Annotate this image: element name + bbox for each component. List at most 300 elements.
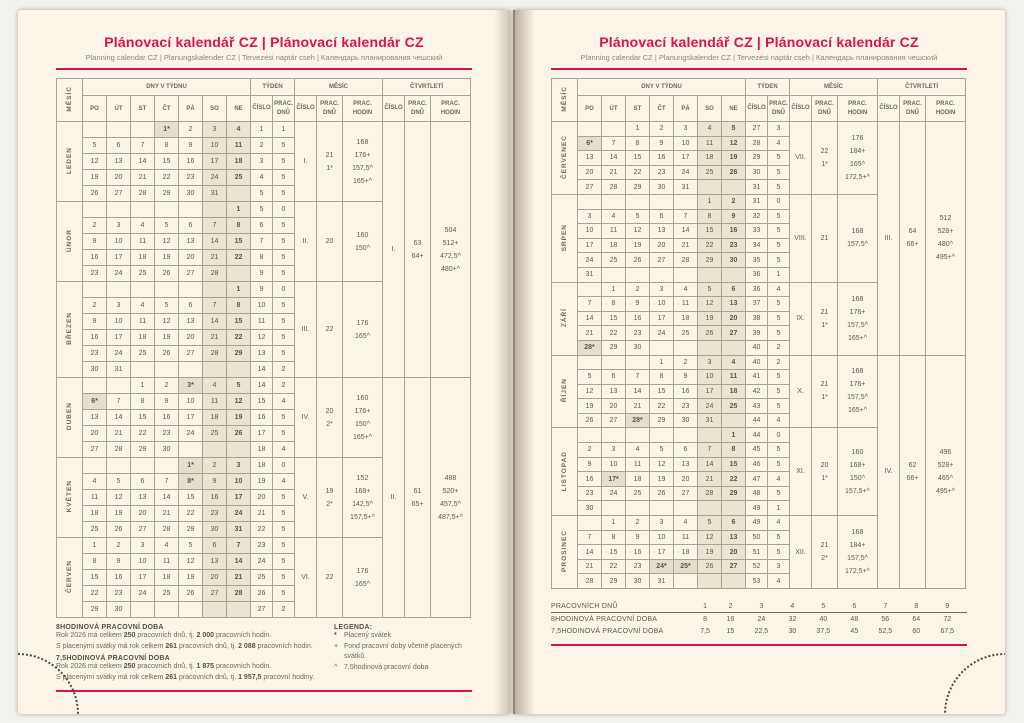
- week-workdays-cell: 5: [273, 170, 295, 186]
- day-cell: 31: [578, 267, 602, 282]
- day-cell: 5: [698, 516, 722, 531]
- day-cell: 29: [698, 253, 722, 268]
- value-line: 2*: [326, 420, 333, 428]
- day-cell: 16: [155, 410, 179, 426]
- reference-value: 16: [726, 615, 735, 623]
- subheader: [405, 96, 431, 122]
- value-line: 184+: [849, 147, 866, 155]
- day-cell: 4: [698, 122, 722, 137]
- day-cell: [698, 574, 722, 589]
- week-group-header: TÝDEN: [746, 79, 790, 96]
- week-number-cell: 50: [746, 530, 768, 545]
- week-number-cell: 5: [251, 202, 273, 218]
- week-workdays-cell: 3: [768, 559, 790, 574]
- value-line: 21: [325, 151, 334, 159]
- day-cell: 2: [626, 282, 650, 297]
- subheader-line: HODIN: [352, 109, 373, 116]
- day-cell: 12: [698, 297, 722, 312]
- day-cell: 13: [107, 154, 131, 170]
- value-line: 157,5^: [847, 241, 868, 249]
- week-number-cell: 30: [746, 165, 768, 180]
- day-cell: 28: [602, 180, 626, 195]
- day-cell: [83, 202, 107, 218]
- day-cell: 9: [650, 136, 674, 151]
- week-workdays-cell: 5: [273, 554, 295, 570]
- day-cell: [650, 428, 674, 443]
- day-cell: [674, 340, 698, 355]
- week-number-cell: 12: [251, 330, 273, 346]
- day-cell: [674, 574, 698, 589]
- footer-rule-left: [56, 690, 472, 692]
- day-cell: 6: [179, 298, 203, 314]
- value-line: 176: [356, 567, 369, 575]
- subheader: [746, 96, 768, 122]
- week-number-cell: 4: [251, 170, 273, 186]
- day-cell: 6: [107, 138, 131, 154]
- day-cell: 30: [650, 180, 674, 195]
- day-cell: [698, 340, 722, 355]
- day-cell: 10: [131, 554, 155, 570]
- day-cell: 7: [698, 443, 722, 458]
- reference-value: 32: [788, 615, 797, 623]
- day-cell: 12: [179, 554, 203, 570]
- day-cell: 27: [578, 180, 602, 195]
- day-cell: 19: [650, 472, 674, 487]
- right-page: [513, 10, 1005, 714]
- day-cell: [179, 282, 203, 298]
- day-cell: 31: [227, 522, 251, 538]
- day-cell: 13: [674, 457, 698, 472]
- value-line: 66+: [906, 241, 919, 249]
- day-cell: 21: [626, 399, 650, 414]
- day-cell: 16: [722, 224, 746, 239]
- day-cell: 19: [227, 410, 251, 426]
- day-cell: 17: [179, 410, 203, 426]
- week-workdays-cell: 5: [273, 314, 295, 330]
- day-cell: 6: [674, 443, 698, 458]
- day-cell: 8: [83, 554, 107, 570]
- day-cell: 24: [698, 399, 722, 414]
- value-line: 172,5+^: [845, 568, 870, 576]
- week-number-cell: 42: [746, 384, 768, 399]
- quarter-workdays-cell: [900, 355, 926, 589]
- day-cell: 8: [650, 370, 674, 385]
- day-cell: [155, 458, 179, 474]
- day-cell: 23: [83, 266, 107, 282]
- day-cell: 25: [698, 165, 722, 180]
- day-cell: 19: [179, 570, 203, 586]
- week-number-cell: 2: [251, 138, 273, 154]
- day-cell: 19: [83, 170, 107, 186]
- month-name-label: BŘEZEN: [66, 312, 73, 345]
- day-cell: 16: [626, 545, 650, 560]
- day-cell: 24: [650, 326, 674, 341]
- day-cell: [179, 202, 203, 218]
- day-cell: [722, 267, 746, 282]
- day-cell: 11: [131, 234, 155, 250]
- month-number-cell: VII.: [790, 122, 812, 195]
- month-hours-cell: [838, 516, 878, 589]
- week-workdays-cell: 0: [768, 428, 790, 443]
- day-cell: 25: [626, 486, 650, 501]
- value-line: 2*: [326, 500, 333, 508]
- day-cell: 23: [578, 486, 602, 501]
- subheader: [295, 96, 317, 122]
- day-cell: 22: [650, 399, 674, 414]
- day-cell: 7: [131, 138, 155, 154]
- week-workdays-cell: 5: [273, 298, 295, 314]
- week-workdays-cell: 2: [768, 340, 790, 355]
- day-cell: 18: [602, 238, 626, 253]
- day-cell: 7: [578, 297, 602, 312]
- day-cell: [107, 282, 131, 298]
- week-number-cell: 6: [251, 218, 273, 234]
- day-cell: 27: [602, 413, 626, 428]
- value-line: 157,5+^: [350, 513, 375, 521]
- day-cell: 14: [578, 545, 602, 560]
- day-cell: 20: [83, 426, 107, 442]
- week-workdays-cell: 5: [768, 486, 790, 501]
- week-workdays-cell: 4: [768, 282, 790, 297]
- week-number-cell: 35: [746, 253, 768, 268]
- day-cell: [227, 266, 251, 282]
- day-cell: 24: [131, 586, 155, 602]
- subheader-line: ČÍSLO: [747, 105, 766, 112]
- value-line: 168+: [849, 461, 866, 469]
- week-number-cell: 18: [251, 458, 273, 474]
- month-name-cell: [552, 428, 578, 516]
- month-hours-cell: [838, 122, 878, 195]
- month-name-label: DUBEN: [66, 402, 73, 431]
- subheader-line: PRAC.: [936, 101, 955, 108]
- calendar-table: [56, 78, 471, 618]
- subheader: [838, 96, 878, 122]
- day-cell: 7: [107, 394, 131, 410]
- value-line: 2*: [821, 555, 828, 563]
- quarter-workdays-cell: [405, 378, 431, 618]
- day-cell: 27: [722, 326, 746, 341]
- day-cell: 15: [602, 545, 626, 560]
- day-cell: 30: [578, 501, 602, 516]
- day-cell: [107, 378, 131, 394]
- value-line: 528+: [937, 228, 954, 236]
- day-cell: [203, 282, 227, 298]
- week-workdays-cell: 4: [273, 474, 295, 490]
- reference-value: 8: [905, 600, 928, 613]
- month-hours-cell: [343, 202, 383, 282]
- day-cell: 18: [626, 472, 650, 487]
- day-cell: [83, 282, 107, 298]
- day-cell: 25: [602, 253, 626, 268]
- day-cell: 27: [650, 253, 674, 268]
- week-workdays-cell: 5: [273, 218, 295, 234]
- value-line: 172,5+^: [845, 173, 870, 181]
- day-cell: 21: [155, 506, 179, 522]
- day-cell: 24: [227, 506, 251, 522]
- month-workdays-cell: [812, 516, 838, 589]
- month-workdays-cell: [812, 194, 838, 282]
- day-cell: [83, 122, 107, 138]
- week-workdays-cell: 4: [768, 516, 790, 531]
- week-workdays-cell: 5: [273, 330, 295, 346]
- day-cell: 4: [131, 298, 155, 314]
- day-cell: 1: [722, 428, 746, 443]
- day-cell: 28: [578, 574, 602, 589]
- day-cell: 25: [131, 266, 155, 282]
- month-column-header: [552, 79, 578, 122]
- day-cell: [650, 501, 674, 516]
- week-number-cell: 45: [746, 443, 768, 458]
- day-cell: [650, 340, 674, 355]
- value-line: 21: [820, 234, 829, 242]
- day-cell: 8: [227, 298, 251, 314]
- day-cell: [107, 458, 131, 474]
- week-workdays-cell: 4: [768, 472, 790, 487]
- week-workdays-cell: 5: [768, 457, 790, 472]
- week-number-cell: 8: [251, 250, 273, 266]
- day-cell: [578, 282, 602, 297]
- day-cell: 1: [650, 355, 674, 370]
- day-cell: 28: [203, 346, 227, 362]
- month-number-cell: XII.: [790, 516, 812, 589]
- subheader: [251, 96, 273, 122]
- day-cell: [626, 428, 650, 443]
- day-cell: 11: [83, 490, 107, 506]
- day-cell: 31: [107, 362, 131, 378]
- subheader: [343, 96, 383, 122]
- value-line: 64+: [411, 252, 424, 260]
- legend-symbol: *: [334, 632, 337, 639]
- day-cell: 2: [83, 298, 107, 314]
- weekday-header: ST: [131, 96, 155, 122]
- reference-value: 1: [691, 600, 719, 613]
- value-line: 1*: [821, 321, 828, 329]
- week-number-cell: 49: [746, 501, 768, 516]
- left-page-content: [56, 10, 472, 692]
- day-cell: 8: [626, 136, 650, 151]
- day-cell: 5: [626, 209, 650, 224]
- day-cell: [179, 362, 203, 378]
- value-line: 1*: [821, 160, 828, 168]
- day-cell: 19: [698, 545, 722, 560]
- day-cell: 11: [203, 394, 227, 410]
- subheader: [878, 96, 900, 122]
- month-workdays-cell: [317, 378, 343, 458]
- week-workdays-cell: 5: [273, 538, 295, 554]
- value-line: 62: [908, 461, 917, 469]
- weekday-header: SO: [698, 96, 722, 122]
- day-cell: 13: [179, 234, 203, 250]
- subheader-line: DNŮ: [277, 109, 290, 116]
- week-number-cell: 23: [251, 538, 273, 554]
- day-cell: 22: [155, 170, 179, 186]
- week-number-cell: 31: [746, 194, 768, 209]
- day-cell: 23: [626, 326, 650, 341]
- weekday-header: ST: [626, 96, 650, 122]
- value-line: 150^: [850, 474, 865, 482]
- reference-value: 67,5: [940, 627, 955, 635]
- page-subtitle: Planning calendar CZ | Planungskalender CZ | Tervezési naptár cseh | Календарь планирования чешский: [580, 53, 938, 62]
- day-cell: [131, 282, 155, 298]
- days-group-header: DNY V TÝDNU: [578, 79, 746, 96]
- day-cell: 19: [578, 399, 602, 414]
- week-workdays-cell: 5: [273, 410, 295, 426]
- day-cell: 23: [203, 506, 227, 522]
- subheader-line: ČÍSLO: [384, 105, 403, 112]
- month-name-label: SRPEN: [561, 223, 568, 251]
- day-cell: 15: [83, 570, 107, 586]
- right-page-content: [551, 10, 967, 646]
- day-cell: 24*: [650, 559, 674, 574]
- week-number-cell: 33: [746, 224, 768, 239]
- day-cell: 7: [674, 209, 698, 224]
- week-workdays-cell: 5: [273, 138, 295, 154]
- day-cell: 11: [698, 136, 722, 151]
- value-line: 168: [851, 529, 864, 537]
- value-line: 157,5^: [847, 394, 868, 402]
- month-name-cell: [57, 282, 83, 378]
- day-cell: 10: [203, 138, 227, 154]
- day-cell: 5: [155, 218, 179, 234]
- week-workdays-cell: 2: [273, 362, 295, 378]
- day-cell: 24: [578, 253, 602, 268]
- day-cell: 2: [650, 122, 674, 137]
- day-cell: 21: [578, 326, 602, 341]
- day-cell: 7: [203, 298, 227, 314]
- day-cell: 15: [131, 410, 155, 426]
- day-cell: 25: [722, 399, 746, 414]
- day-cell: 22: [698, 238, 722, 253]
- week-number-cell: 41: [746, 370, 768, 385]
- footer-rule-right: [551, 644, 967, 646]
- subheader: [790, 96, 812, 122]
- day-cell: [578, 194, 602, 209]
- week-workdays-cell: 5: [273, 490, 295, 506]
- day-cell: 12: [626, 224, 650, 239]
- day-cell: 8: [698, 209, 722, 224]
- day-cell: [650, 267, 674, 282]
- day-cell: [131, 202, 155, 218]
- week-workdays-cell: 2: [273, 602, 295, 618]
- day-cell: 3: [650, 282, 674, 297]
- day-cell: 28: [674, 253, 698, 268]
- day-cell: 17: [107, 250, 131, 266]
- quarter-hours-cell: [431, 378, 471, 618]
- reference-label: PRACOVNÍCH DNŮ: [551, 600, 691, 613]
- month-workdays-cell: [812, 122, 838, 195]
- day-cell: 16: [83, 330, 107, 346]
- day-cell: 6*: [83, 394, 107, 410]
- day-cell: 26: [626, 253, 650, 268]
- day-cell: 21: [203, 250, 227, 266]
- day-cell: [107, 202, 131, 218]
- legend-title: LEGENDA:: [334, 624, 373, 631]
- week-workdays-cell: 5: [273, 186, 295, 202]
- weekday-header: ÚT: [107, 96, 131, 122]
- day-cell: [155, 282, 179, 298]
- day-cell: 15: [227, 314, 251, 330]
- day-cell: 18: [698, 151, 722, 166]
- day-cell: 15: [155, 154, 179, 170]
- day-cell: [578, 122, 602, 137]
- day-cell: 27: [203, 586, 227, 602]
- value-line: 20: [325, 238, 334, 245]
- day-cell: 12: [578, 384, 602, 399]
- quarter-group-header: ČTVRTLETÍ: [878, 79, 966, 96]
- subheader-line: ČÍSLO: [791, 105, 810, 112]
- day-cell: 24: [179, 426, 203, 442]
- day-cell: 10: [107, 314, 131, 330]
- day-cell: 30: [722, 253, 746, 268]
- week-workdays-cell: 5: [768, 238, 790, 253]
- day-cell: 25: [203, 426, 227, 442]
- weekday-header: PO: [578, 96, 602, 122]
- week-workdays-cell: 5: [768, 165, 790, 180]
- calendar-table-left-container: [56, 78, 472, 618]
- day-cell: 26: [83, 186, 107, 202]
- month-name-cell: [552, 355, 578, 428]
- day-cell: [155, 362, 179, 378]
- reference-value: 22,5: [754, 627, 769, 635]
- week-number-cell: 21: [251, 506, 273, 522]
- day-cell: 6: [203, 538, 227, 554]
- day-cell: 14: [698, 457, 722, 472]
- day-cell: 2: [83, 218, 107, 234]
- day-cell: 5: [155, 298, 179, 314]
- reference-value: 60: [912, 627, 921, 635]
- quarter-workdays-cell: [900, 122, 926, 356]
- day-cell: 21: [674, 238, 698, 253]
- worktime-line: Rok 2026 má celkem 250 pracovních dnů, tj. 1 875 pracovních hodin.: [56, 663, 272, 670]
- page-title: Plánovací kalendář CZ | Plánovací kalendár CZ: [104, 34, 424, 50]
- week-number-cell: 40: [746, 355, 768, 370]
- week-workdays-cell: 5: [768, 180, 790, 195]
- week-workdays-cell: 1: [273, 122, 295, 138]
- day-cell: [626, 267, 650, 282]
- week-number-cell: 16: [251, 410, 273, 426]
- week-number-cell: 37: [746, 297, 768, 312]
- value-line: 168: [356, 138, 369, 146]
- day-cell: 2: [626, 516, 650, 531]
- day-cell: 22: [83, 586, 107, 602]
- quarter-number-cell: III.: [878, 122, 900, 356]
- day-cell: 14: [578, 311, 602, 326]
- day-cell: 27: [179, 266, 203, 282]
- day-cell: 12: [83, 154, 107, 170]
- day-cell: 9: [155, 394, 179, 410]
- day-cell: 12: [107, 490, 131, 506]
- day-cell: [674, 501, 698, 516]
- value-line: 61: [413, 487, 422, 495]
- day-cell: 8: [227, 218, 251, 234]
- day-cell: 1*: [179, 458, 203, 474]
- day-cell: 13: [179, 314, 203, 330]
- day-cell: [602, 122, 626, 137]
- week-workdays-cell: 2: [768, 355, 790, 370]
- day-cell: 6: [650, 209, 674, 224]
- week-workdays-cell: 5: [768, 326, 790, 341]
- day-cell: [626, 501, 650, 516]
- month-number-cell: V.: [295, 458, 317, 538]
- day-cell: [602, 355, 626, 370]
- reference-value: 9: [928, 600, 967, 613]
- day-cell: 26: [227, 426, 251, 442]
- week-number-cell: 17: [251, 426, 273, 442]
- day-cell: 3: [227, 458, 251, 474]
- subheader-line: DNŮ: [818, 109, 831, 116]
- week-number-cell: 9: [251, 282, 273, 298]
- day-cell: 29: [626, 180, 650, 195]
